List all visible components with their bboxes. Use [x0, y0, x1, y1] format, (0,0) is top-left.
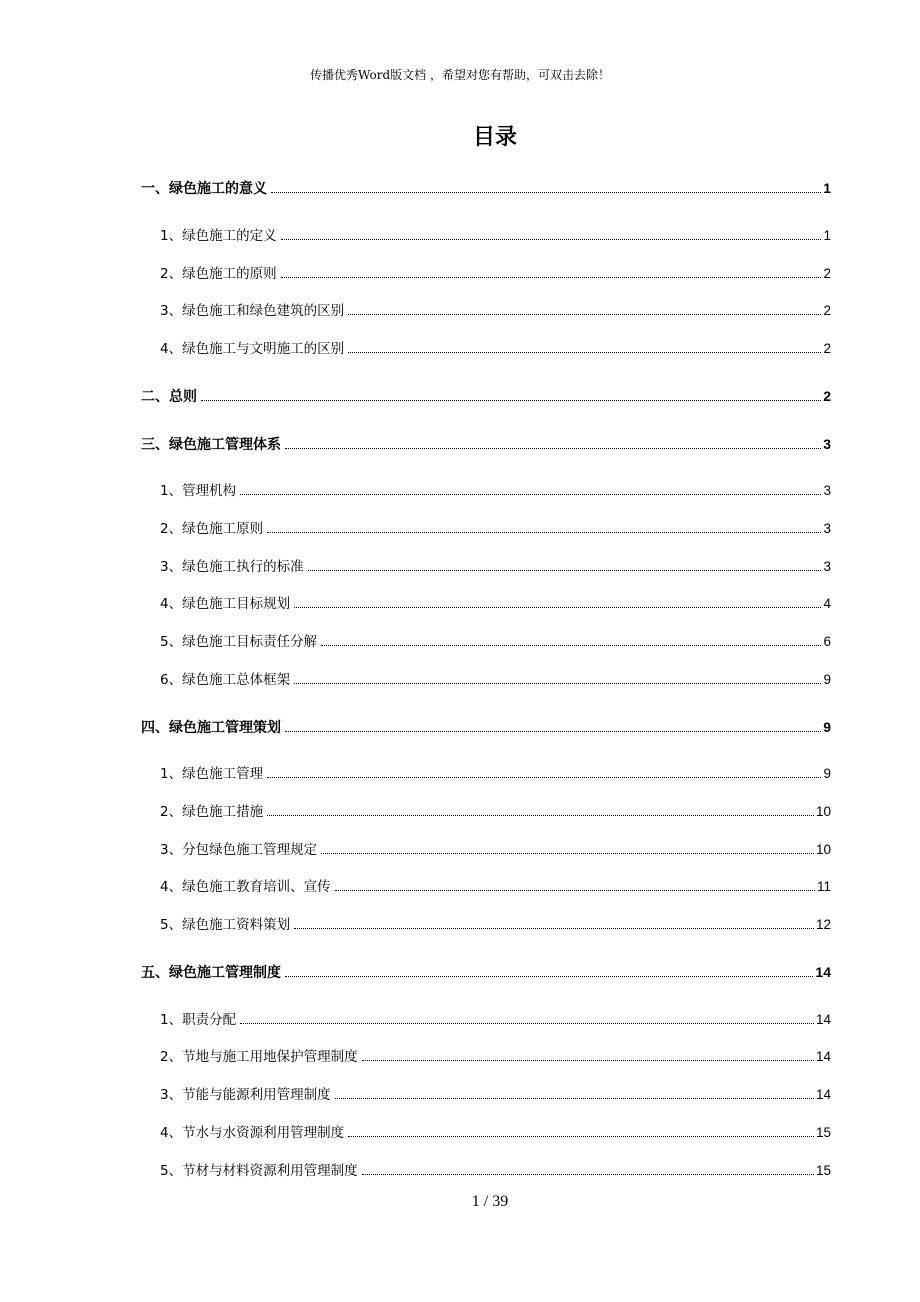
- toc-entry-label: 2、节地与施工用地保护管理制度: [160, 1049, 358, 1065]
- toc-entry[interactable]: [160, 265, 831, 283]
- toc-leader-dots: [348, 1135, 814, 1137]
- toc-entry[interactable]: [160, 482, 831, 500]
- toc-entry-label: 5、节材与材料资源利用管理制度: [160, 1163, 358, 1179]
- toc-leader-dots: [362, 1059, 814, 1061]
- toc-entry[interactable]: [141, 963, 831, 982]
- toc-entry-page: 1: [823, 228, 831, 243]
- toc-entry-label: 1、职责分配: [160, 1012, 237, 1028]
- toc-entry-page: 14: [815, 1049, 831, 1064]
- toc-entry-page: 9: [823, 672, 831, 687]
- toc-entry[interactable]: [160, 227, 831, 245]
- toc-title: 目录: [472, 125, 517, 150]
- toc-entry-page: 3: [823, 559, 831, 574]
- toc-leader-dots: [335, 889, 815, 891]
- toc-entry-label: 4、绿色施工与文明施工的区别: [160, 341, 345, 357]
- toc-entry-label: 4、绿色施工目标规划: [160, 596, 291, 612]
- toc-leader-dots: [285, 447, 821, 449]
- toc-entry-page: 15: [815, 1163, 831, 1178]
- toc-entry-page: 2: [823, 303, 831, 318]
- toc-entry[interactable]: [160, 1011, 831, 1029]
- toc-entry[interactable]: [160, 633, 831, 651]
- toc-entry-page: 2: [823, 341, 831, 356]
- toc-entry-label: 6、绿色施工总体框架: [160, 672, 291, 688]
- toc-entry-page: 3: [823, 436, 831, 452]
- toc-entry-label: 2、绿色施工的原则: [160, 266, 277, 282]
- toc-leader-dots: [267, 776, 821, 778]
- toc-entry-page: 4: [823, 596, 831, 611]
- toc-leader-dots: [201, 399, 821, 401]
- toc-entry-page: 3: [823, 483, 831, 498]
- toc-leader-dots: [308, 569, 822, 571]
- toc-entry-page: 15: [815, 1125, 831, 1140]
- toc-entry[interactable]: [160, 302, 831, 320]
- toc-entry-page: 3: [823, 521, 831, 536]
- toc-entry-label: 2、绿色施工原则: [160, 521, 264, 537]
- toc-entry-page: 6: [823, 634, 831, 649]
- toc-entry-label: 4、绿色施工教育培训、宣传: [160, 879, 331, 895]
- toc-entry-page: 14: [815, 1012, 831, 1027]
- toc-entry[interactable]: [160, 1162, 831, 1180]
- toc-entry-page: 14: [815, 964, 831, 980]
- toc-entry-page: 11: [816, 879, 831, 894]
- toc-entry-label: 二、总则: [141, 389, 197, 405]
- toc-entry-label: 五、绿色施工管理制度: [141, 965, 281, 981]
- page-header: 传播优秀Word版文档 ，希望对您有帮助，可双击去除！: [310, 68, 610, 82]
- toc-leader-dots: [294, 682, 821, 684]
- toc-entry-label: 1、绿色施工管理: [160, 766, 264, 782]
- toc-entry-page: 9: [823, 766, 831, 781]
- toc-entry-page: 12: [815, 917, 831, 932]
- toc-entry-page: 10: [815, 842, 831, 857]
- toc-entry-label: 2、绿色施工措施: [160, 804, 264, 820]
- toc-entry[interactable]: [160, 803, 831, 821]
- toc-leader-dots: [267, 814, 814, 816]
- toc-entry[interactable]: [160, 765, 831, 783]
- toc-entry-page: 9: [823, 719, 831, 735]
- toc-entry-label: 3、绿色施工执行的标准: [160, 559, 304, 575]
- toc-leader-dots: [267, 531, 821, 533]
- toc-leader-dots: [348, 313, 821, 315]
- toc-entry-label: 四、绿色施工管理策划: [141, 720, 281, 736]
- toc-entry[interactable]: [160, 1124, 831, 1142]
- toc-leader-dots: [294, 606, 821, 608]
- toc-entry-label: 3、分包绿色施工管理规定: [160, 842, 318, 858]
- toc-leader-dots: [281, 276, 822, 278]
- toc-leader-dots: [271, 191, 821, 193]
- toc-leader-dots: [362, 1173, 814, 1175]
- toc-leader-dots: [348, 351, 821, 353]
- toc-leader-dots: [285, 975, 813, 977]
- toc-leader-dots: [294, 927, 814, 929]
- toc-entry[interactable]: [160, 558, 831, 576]
- toc-leader-dots: [281, 238, 822, 240]
- toc-entry-label: 3、节能与能源利用管理制度: [160, 1087, 331, 1103]
- toc-entry[interactable]: [141, 387, 831, 406]
- toc-entry-label: 5、绿色施工资料策划: [160, 917, 291, 933]
- toc-entry[interactable]: [160, 1048, 831, 1066]
- toc-entry-page: 2: [823, 388, 831, 404]
- toc-entry[interactable]: [160, 340, 831, 358]
- toc-leader-dots: [285, 730, 821, 732]
- toc-entry-label: 3、绿色施工和绿色建筑的区别: [160, 303, 345, 319]
- toc-entry-label: 1、绿色施工的定义: [160, 228, 277, 244]
- toc-entry-label: 一、绿色施工的意义: [141, 181, 267, 197]
- toc-entry-page: 10: [815, 804, 831, 819]
- toc-entry-label: 5、绿色施工目标责任分解: [160, 634, 318, 650]
- toc-entry[interactable]: [160, 841, 831, 859]
- toc-entry-label: 三、绿色施工管理体系: [141, 437, 281, 453]
- toc-entry[interactable]: [141, 435, 831, 454]
- toc-leader-dots: [321, 644, 821, 646]
- toc-leader-dots: [240, 1022, 814, 1024]
- toc-leader-dots: [335, 1097, 814, 1099]
- toc-entry[interactable]: [141, 179, 831, 198]
- toc-entry[interactable]: [160, 520, 831, 538]
- toc-entry[interactable]: [160, 671, 831, 689]
- toc-entry-page: 1: [823, 180, 831, 196]
- toc-leader-dots: [321, 852, 814, 854]
- toc-entry[interactable]: [160, 595, 831, 613]
- toc-entry[interactable]: [160, 1086, 831, 1104]
- toc-entry-page: 14: [815, 1087, 831, 1102]
- toc-leader-dots: [240, 493, 821, 495]
- toc-entry[interactable]: [141, 718, 831, 737]
- toc-entry-page: 2: [823, 266, 831, 281]
- toc-entry[interactable]: [160, 916, 831, 934]
- toc-entry-label: 1、管理机构: [160, 483, 237, 499]
- toc-entry[interactable]: [160, 878, 831, 896]
- page-indicator: 1 / 39: [471, 1193, 509, 1210]
- toc-entry-label: 4、节水与水资源利用管理制度: [160, 1125, 345, 1141]
